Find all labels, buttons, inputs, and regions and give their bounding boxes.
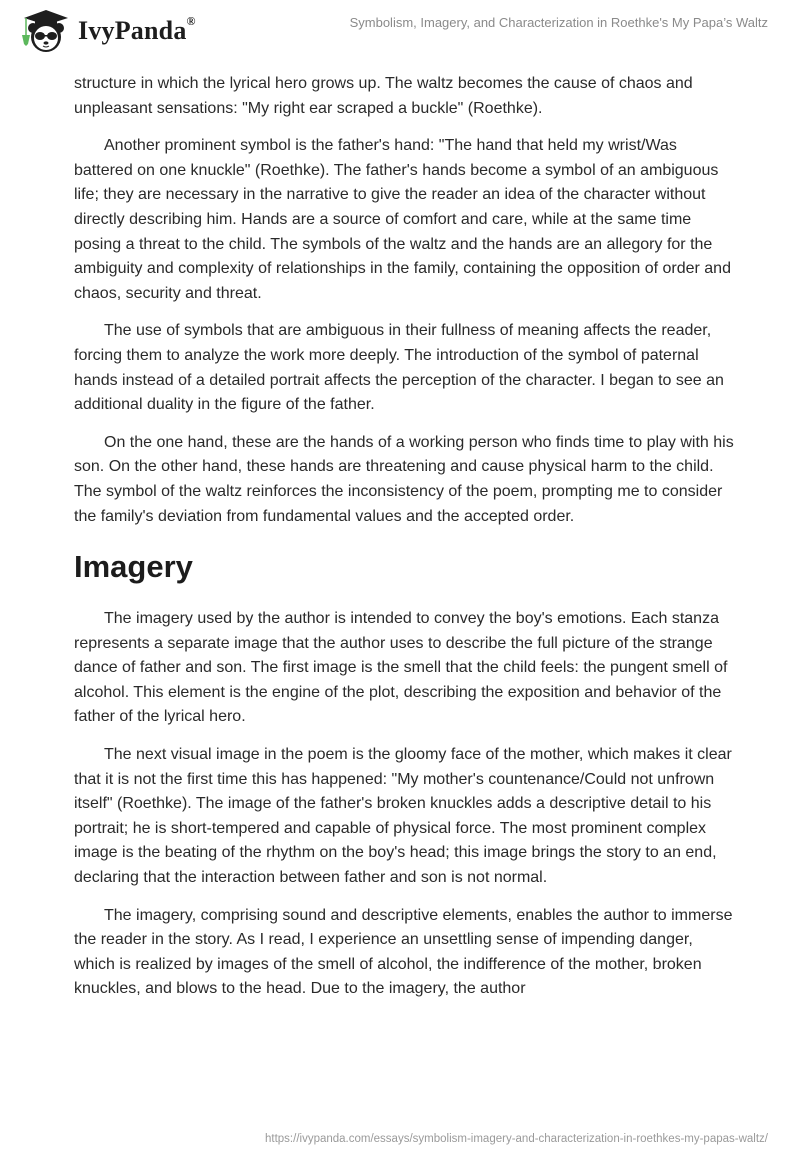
panda-graduate-icon xyxy=(18,8,74,54)
document-title: Symbolism, Imagery, and Characterization in Roethke's My Papa’s Waltz xyxy=(349,15,768,30)
paragraph: The use of symbols that are ambiguous in their fullness of meaning affects the reader, forcing them to analyze the work more deeply. The introduction of the symbol of paternal hands instead of a detailed portrait affects the perception of the character. I began to see an additional duality in the figure of the father. xyxy=(74,322,724,414)
paragraph: On the one hand, these are the hands of a working person who finds time to play with his son. On the other hand, these hands are threatening and cause physical harm to the child. The symbol of the waltz reinforces the inconsistency of the poem, prompting me to consider the family's deviation from fundamental values and the accepted order. xyxy=(74,433,734,525)
source-url[interactable]: https://ivypanda.com/essays/symbolism-imagery-and-characterization-in-roethkes-my-papas-waltz/ xyxy=(265,1133,768,1145)
page-header xyxy=(0,0,800,60)
essay-body xyxy=(74,72,734,1015)
section-heading: Imagery xyxy=(74,549,193,585)
paragraph: The imagery, comprising sound and descriptive elements, enables the author to immerse the reader in the story. As I read, I experience an unsettling sense of impending danger, which is realized by images of the smell of alcohol, the indifference of the mother, broken knuckles, and blows to the head. Due to the imagery, the author xyxy=(74,906,733,998)
paragraph: The next visual image in the poem is the gloomy face of the mother, which makes it clear that it is not the first time this has happened: "My mother's countenance/Could not unfrown itself" (Roethke). The image of the father's broken knuckles adds a descriptive detail to his portrait; he is short-tempered and capable of physical force. The most prominent complex image is the beating of the rhythm on the boy's head; this image brings the story to an end, declaring that the interaction between father and son is not normal. xyxy=(74,746,732,887)
paragraph: Another prominent symbol is the father's hand: "The hand that held my wrist/Was battered on one knuckle" (Roethke). The father's hands become a symbol of an ambiguous life; they are necessary in the narrative to give the reader an idea of the character without directly describing him. Hands are a source of comfort and care, while at the same time posing a threat to the child. The symbols of the waltz and the hands are an allegory for the ambiguity and complexity of relationships in the family, containing the opposition of order and chaos, security and threat. xyxy=(74,137,731,302)
logo[interactable] xyxy=(18,8,196,54)
paragraph: structure in which the lyrical hero grows up. The waltz becomes the cause of chaos and unpleasant sensations: "My right ear scraped a buckle" (Roethke). xyxy=(74,75,693,117)
paragraph: The imagery used by the author is intended to convey the boy's emotions. Each stanza represents a separate image that the author uses to describe the full picture of the strange dance of father and son. The first image is the smell that the child feels: the pungent smell of alcohol. This element is the engine of the plot, describing the exposition and behavior of the father of the lyrical hero. xyxy=(74,610,728,726)
brand-name: IvyPanda® xyxy=(78,14,196,45)
